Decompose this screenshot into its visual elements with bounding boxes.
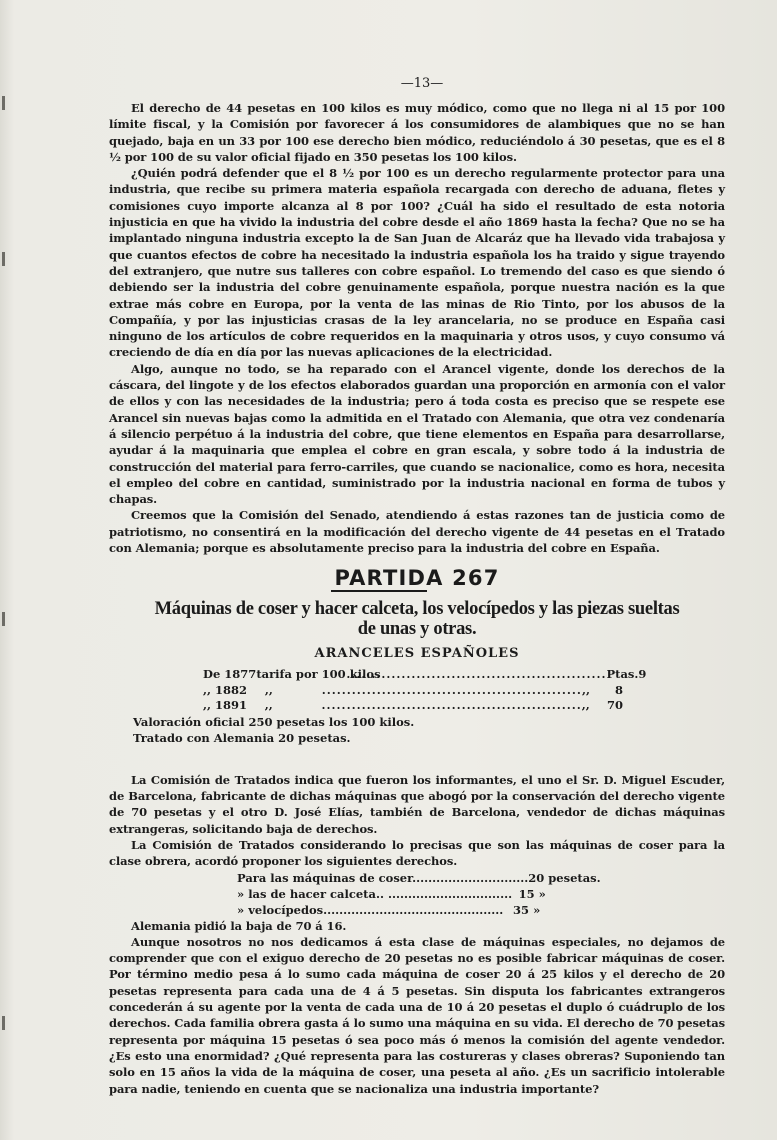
body-paragraph: Aunque nosotros no nos dedicamos á esta clase de máquinas especiales, no dejamos de comprender que con el exiguo derecho de 20 pesetas no es posible fabricar máquinas de coser. Por término medio pesa á lo sumo cada máquina de coser 20 á 25 kilos y el derecho de 20 pesetas representa para cada una de 4 á 5 pesetas. Sin disputa los fabricantes extrangeros concederán á su agente por la venta de cada una de 10 á 20 pesetas el duplo ó cuádruplo de los derechos. Cada familia obrera gasta á lo sumo una máquina en su vida. El derecho de 70 pesetas representa por máquina 15 pesetas ó sea poco más ó menos la comisión del agente vendedor. ¿Es esto una enormidad? ¿Qué representa para las costureras y clases obreras? Suponiendo tan solo en 15 años la vida de la máquina de coser, una peseta al año. ¿Es un sacrificio intolerable para nadie, teniendo en cuenta que se nacionaliza una industria importante? [109, 934, 725, 1096]
section-subtitle [109, 599, 725, 639]
body-paragraph: Algo, aunque no todo, se ha reparado con el Arancel vigente, donde los derechos de la cáscara, del lingote y de los efectos elaborados guardan una proporción en armonía con el valor de ellos y con las necesidades de la industria; pero á toda costa es preciso que se respete ese Arancel sin nuevas bajas como la admitida en el Tratado con Alemania, que otra vez condenaría á silencio perpétuo á la industria del cobre, que tiene elementos en España para desarrollarse, ayudar á la maquinaria que emplea el cobre en gran escala, y sobre todo á la industria de construcción del material para ferro-carriles, que cuando se nacionalice, como es hora, necesita el empleo del cobre en cantidad, suministrado por la industria nacional en forma de tubos y chapas. [109, 361, 725, 507]
valuation-note: Valoración oficial 250 pesetas los 100 kilos. [133, 714, 415, 729]
rate-value: 15 [518, 886, 535, 901]
rate-label: Para las máquinas de coser............................. [237, 870, 529, 885]
closing-paragraphs [109, 918, 725, 1097]
binding-mark [2, 96, 5, 110]
binding-mark [2, 612, 5, 626]
rate-value: 20 [528, 870, 545, 885]
body-paragraph: La Comisión de Tratados indica que fueron los informantes, el uno el Sr. D. Miguel Escuder, de Barcelona, fabricante de dichas máquinas que abogó por la conservación del derecho vigente de 70 pesetas y el otro D. José Elías, también de Barcelona, vendedor de dichas máquinas extrangeras, solicitando baja de derechos. [109, 772, 725, 836]
rate-label: » las de hacer calceta.. ............................... [237, 886, 513, 901]
tariff-leader: .................................................... [321, 698, 582, 713]
title-underline [331, 590, 427, 592]
rate-row [237, 886, 577, 902]
body-paragraph: ¿Quién podrá defender que el 8 ½ por 100 es un derecho regularmente protector para una industria, que recibe su primera materia española recargada con derecho de aduana, fletes y comisiones cuyo importe alcanza al 8 por 100? ¿Cuál ha sido el resultado de esta notoria injusticia en que ha vivido la industria del cobre desde el año 1869 hasta la fecha? Que no se ha implantado ninguna industria excepto la de San Juan de Alcaráz que ha llevado vida trabajosa y que cuantos efectos de cobre ha necesitado la industria española los ha traido y sigue trayendo del extranjero, que nutre sus talleres con cobre español. Lo tremendo del caso es que siendo ó debiendo ser la industria del cobre genuinamente española, porque nuestra nación es la que extrae más cobre en Europa, por la venta de las minas de Rio Tinto, por los abusos de la Compañía, y por las injusticias crasas de la ley arancelaria, no se produce en España casi ninguno de los artículos de cobre requeridos en la maquinaria y otros usos, y cuyo consumo vá creciendo de día en día por las nuevas aplicaciones de la electricidad. [109, 166, 725, 360]
treaty-note: Tratado con Alemania 20 pesetas. [133, 730, 351, 745]
section-title: PARTIDA 267 [334, 566, 500, 591]
aranceles-heading: ARANCELES ESPAÑOLES [314, 646, 520, 662]
tariff-value: 9 [638, 667, 647, 682]
body-paragraph: Alemania pidió la baja de 70 á 16. [131, 918, 347, 933]
tariff-year: De 1877 [203, 667, 257, 682]
tariff-row [203, 698, 623, 714]
tariff-currency: Ptas. [606, 667, 639, 682]
tariff-value: 8 [614, 682, 623, 697]
rate-unit: » [533, 902, 541, 917]
proposed-rates-table [237, 870, 601, 918]
tariff-table [203, 667, 647, 714]
body-paragraph: Creemos que la Comisión del Senado, atendiendo á estas razones tan de justicia como de patriotismo, no consentirá en la modificación del derecho vigente de 44 pesetas en el Tratado con Alemania; porque es absolutamente preciso para la industria del cobre en España. [109, 508, 725, 556]
tariff-year: ,, 1891 [203, 698, 248, 713]
tariff-row [203, 667, 647, 683]
tariff-leader: .................................................... [321, 682, 582, 697]
commission-paragraphs [109, 772, 725, 870]
binding-mark [2, 1016, 5, 1030]
tariff-year: ,, 1882 [203, 682, 248, 697]
tariff-leader: .................................................... [346, 667, 607, 682]
tariff-row [203, 683, 623, 699]
rate-label: » velocípedos............................................. [237, 902, 504, 917]
rate-row [237, 870, 601, 886]
body-paragraph: La Comisión de Tratados considerando lo precisas que son las máquinas de coser para la clase obrera, acordó proponer los siguientes derechos. [109, 838, 725, 869]
subtitle-line: de unas y otras. [357, 619, 477, 640]
body-paragraph: El derecho de 44 pesetas en 100 kilos es muy módico, como que no llega ni al 15 por 100 límite fiscal, y la Comisión por favorecer á los consumidores de alambiques que no se han quejado, baja en un 33 por 100 ese derecho bien módico, reduciéndolo á 30 pesetas, que es el 8 ½ por 100 de su valor oficial fijado en 350 pesetas los 100 kilos. [109, 101, 725, 164]
page-number: —13— [400, 76, 444, 91]
rate-value: 35 [513, 902, 530, 917]
binding-mark [2, 252, 5, 266]
rate-unit: pesetas. [548, 870, 601, 885]
tariff-value: 70 [606, 698, 623, 713]
tariff-label: ,, [264, 682, 273, 697]
tariff-label: tarifa por 100 kilos [256, 667, 381, 682]
spacer [109, 746, 725, 772]
rate-unit: » [538, 886, 546, 901]
rate-row [237, 902, 577, 918]
intro-paragraphs [109, 100, 725, 556]
tariff-currency: ,, [581, 682, 590, 697]
subtitle-line: Máquinas de coser y hacer calceta, los velocípedos y las piezas sueltas [154, 599, 680, 620]
page-content [109, 76, 725, 1097]
tariff-label: ,, [264, 698, 273, 713]
tariff-currency: ,, [581, 698, 590, 713]
